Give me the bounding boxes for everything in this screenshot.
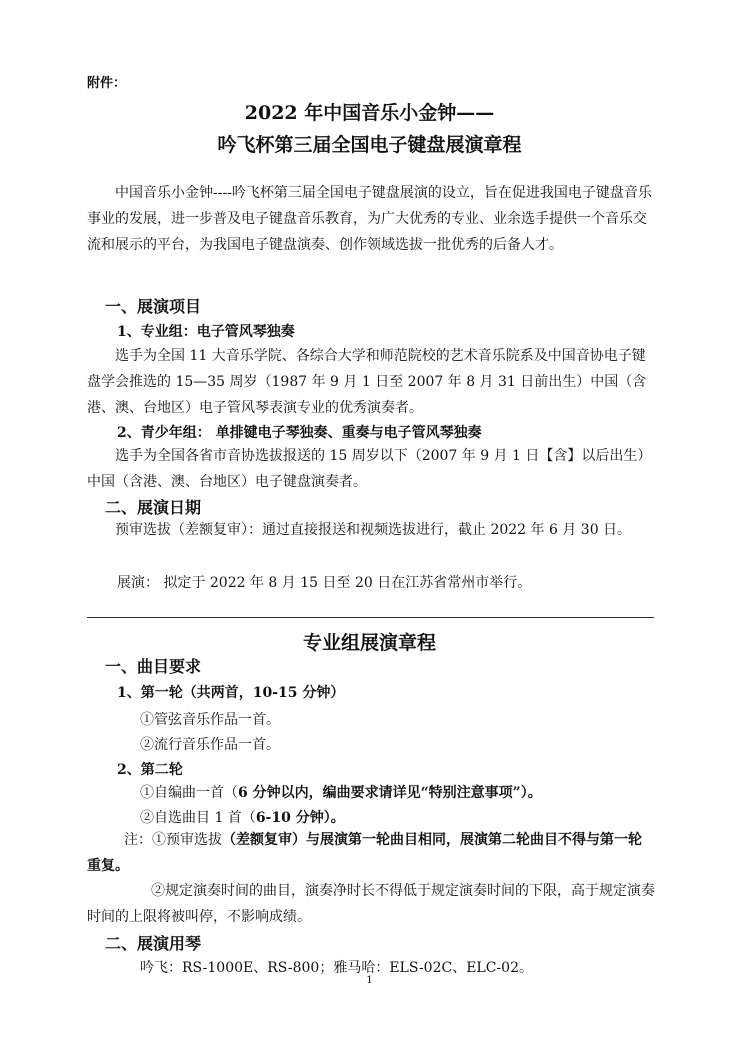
group2-text: 选手为全国各省市音协选拔报送的 15 周岁以下（2007 年 9 月 1 日【含】以后出生）中国（含港、澳、台地区）电子键盘演奏者。 — [87, 448, 652, 490]
round2-item1 — [140, 782, 542, 802]
round1-heading: 1、第一轮（共两首，10-15 分钟） — [117, 685, 345, 701]
annex-label: 附件： — [87, 76, 127, 91]
doc-title-line1: 2022 年中国音乐小金钟—— — [244, 102, 495, 124]
round2-item2-prefix: ②自选曲目 1 首（ — [140, 810, 256, 826]
round1-item1: ①管弦音乐作品一首。 — [140, 712, 280, 728]
intro-paragraph: 中国音乐小金钟----吟飞杯第三届全国电子键盘展演的设立，旨在促进我国电子键盘音乐事业的发展，进一步普及电子键盘音乐教育，为广大优秀的专业、业余选手提供一个音乐交流和展示的平台，为我国电子键盘演奏、创作领域选拔一批优秀的后备人才。 — [87, 185, 652, 253]
note1-prefix: 注：①预审选拔 — [124, 832, 222, 848]
doc-title-line2: 吟飞杯第三届全国电子键盘展演章程 — [217, 134, 522, 156]
round1-item2: ②流行音乐作品一首。 — [140, 737, 280, 753]
round2-item1-prefix: ①自编曲一首（ — [140, 785, 238, 801]
instruments-text: 吟飞：RS-1000E、RS-800；雅马哈：ELS-02C、ELC-02。 — [140, 960, 533, 976]
pro-section-title: 专业组展演章程 — [302, 632, 436, 654]
note2: ②规定演奏时间的曲目，演奏净时长不得低于规定演奏时间的下限，高于规定演奏时间的上限将被叫停，不影响成绩。 — [87, 883, 655, 925]
instruments-heading: 二、展演用琴 — [105, 934, 202, 953]
round2-heading: 2、第二轮 — [117, 762, 183, 778]
group1-text: 选手为全国 11 大音乐学院、各综合大学和师范院校的艺术音乐院系及中国音协电子键盘学会推选的 15—35 周岁（1987 年 9 月 1 日至 2007 年 8 月 31 日前出生）中国（含港、澳、台地区）电子管风琴表演专业的优秀演奏者。 — [87, 348, 647, 416]
round2-item2-bold: 6-10 分钟）。 — [255, 810, 345, 826]
section1-heading: 一、展演项目 — [105, 297, 202, 316]
group2-heading: 2、青少年组： 单排键电子琴独奏、重奏与电子管风琴独奏 — [117, 425, 482, 441]
repertoire-heading: 一、曲目要求 — [105, 657, 202, 676]
group1-heading: 1、专业组：电子管风琴独奏 — [117, 324, 295, 340]
round2-item2 — [140, 807, 345, 827]
section2-heading: 二、展演日期 — [105, 498, 202, 517]
preliminary-text: 预审选拔（差额复审）：通过直接报送和视频选拔进行，截止 2022 年 6 月 30 日。 — [115, 522, 632, 538]
show-date-text: 展演： 拟定于 2022 年 8 月 15 日至 20 日在江苏省常州市举行。 — [117, 575, 532, 591]
note1-bold: （差额复审）与展演第一轮曲目相同，展演第二轮曲目不得与第一轮重复。 — [87, 832, 642, 874]
page-number: 1 — [366, 975, 373, 986]
divider-line — [87, 617, 654, 618]
note1 — [87, 827, 655, 879]
round2-item1-bold: 6 分钟以内，编曲要求请详见“特别注意事项”）。 — [238, 785, 542, 801]
